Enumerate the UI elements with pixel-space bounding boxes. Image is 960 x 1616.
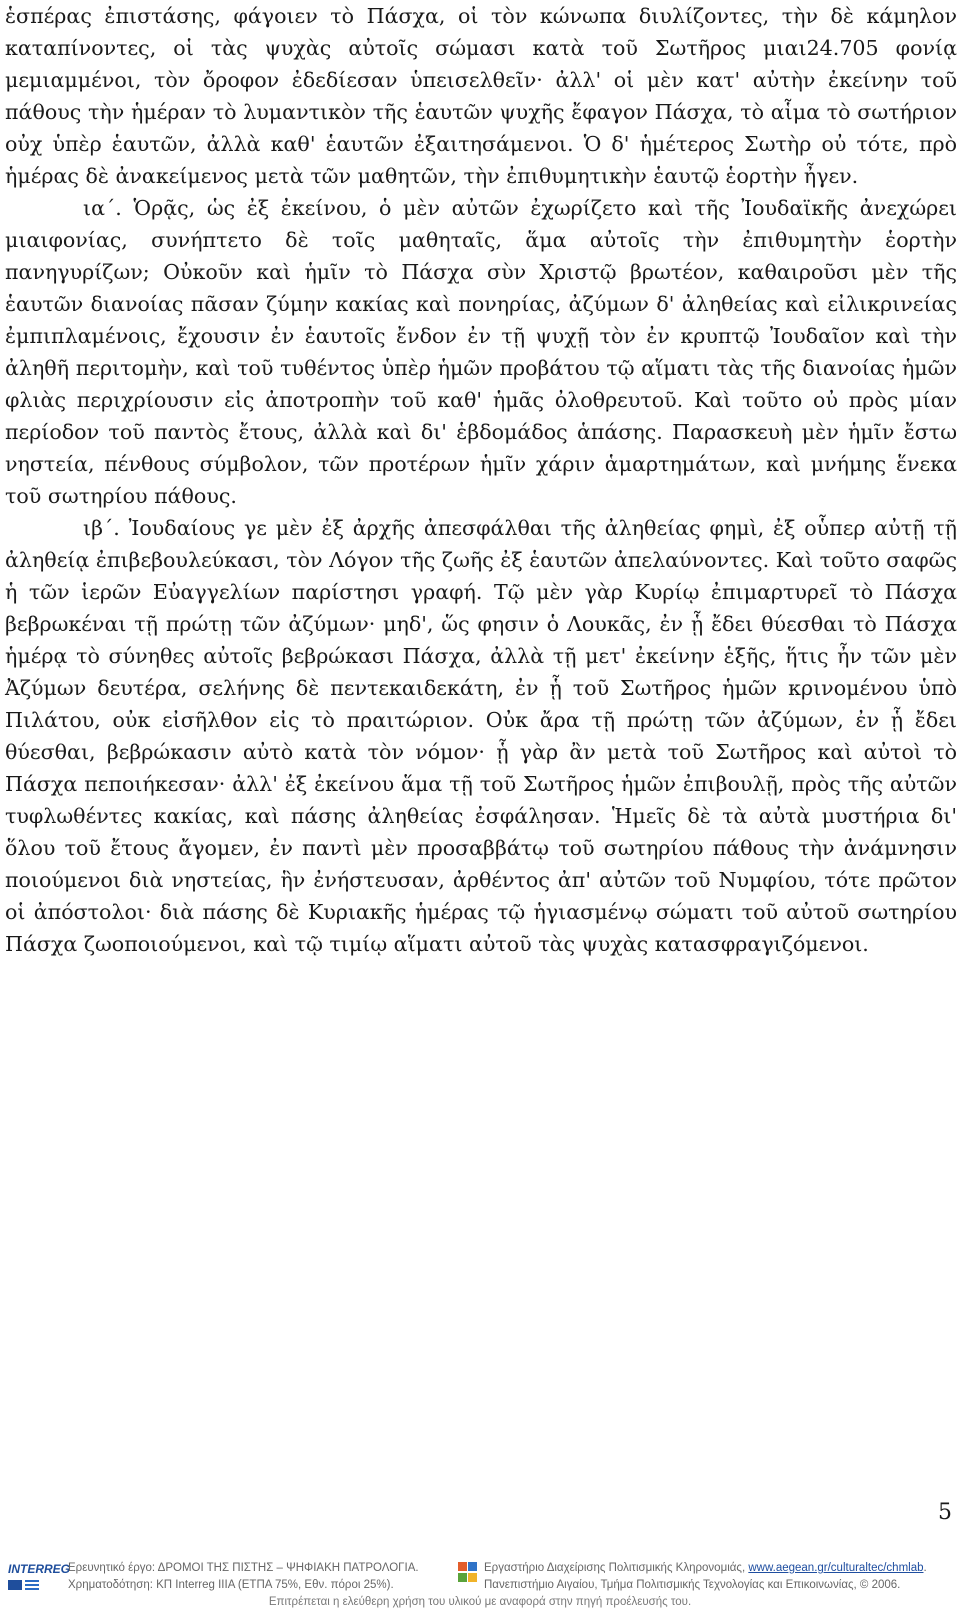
footer-funding: Χρηματοδότηση: ΚΠ Interreg IIIA (ΕΤΠΑ 75%, Εθν. πόροι 25%). — [68, 1579, 394, 1591]
footer-lab-line — [484, 1560, 960, 1577]
document-body — [5, 0, 957, 960]
interreg-logo-icon — [8, 1562, 71, 1594]
footer-university: Πανεπιστήμιο Αιγαίου, Τμήμα Πολιτισμικής Τεχνολογίας και Επικοινωνίας, © 2006. — [484, 1579, 901, 1591]
footer-project-title: Ερευνητικό έργο: ΔΡΟΜΟΙ ΤΗΣ ΠΙΣΤΗΣ – ΨΗΦΙΑΚΗ ΠΑΤΡΟΛΟΓΙΑ. — [68, 1562, 419, 1574]
page-footer — [0, 1556, 960, 1616]
eu-flag-icon — [8, 1580, 22, 1590]
paragraph-12: ιβ΄. Ἰουδαίους γε μὲν ἐξ ἀρχῆς ἀπεσφάλθαι τῆς ἀληθείας φημὶ, ἐξ οὗπερ αὐτῇ τῇ ἀληθείᾳ ἐπιβεβουλεύκασι, τὸν Λόγον τῆς ζωῆς ἐξ ἑαυτῶν ἀπελαύνοντες. Καὶ τοῦτο σαφῶς ἡ τῶν ἱερῶν Εὐαγγελίων παρίστησι γραφή. Τῷ μὲν γὰρ Κυρίῳ ἐπιμαρτυρεῖ τὸ Πάσχα βεβρωκέναι τῇ πρώτῃ τῶν ἀζύμων· μηδ', ὥς φησιν ὁ Λουκᾶς, ἐν ᾗ ἔδει θύεσθαι τὸ Πάσχα ἡμέρᾳ τὸ σύνηθες αὐτοῖς βεβρώκασι Πάσχα, ἀλλὰ τῇ μετ' ἐκείνην ἑξῆς, ἥτις ἦν τῶν μὲν Ἀζύμων δευτέρα, σελήνης δὲ πεντεκαιδεκάτη, ἐν ᾗ τοῦ Σωτῆρος ἡμῶν κρινομένου ὑπὸ Πιλάτου, οὐκ εἰσῆλθον εἰς τὸ πραιτώριον. Οὐκ ἄρα τῇ πρώτῃ τῶν ἀζύμων, ἐν ᾗ ἔδει θύεσθαι, βεβρώκασιν αὐτὸ κατὰ τὸν νόμον· ᾗ γὰρ ἂν μετὰ τοῦ Σωτῆρος καὶ αὐτοὶ τὸ Πάσχα πεποιήκεσαν· ἀλλ' ἐξ ἐκείνου ἅμα τῇ τοῦ Σωτῆρος ἡμῶν ἐπιβουλῇ, πρὸς τῆς αὐτῶν τυφλωθέντες κακίας, καὶ πάσης ἀληθείας ἐσφάλησαν. Ἡμεῖς δὲ τὰ αὐτὰ μυστήρια δι' ὅλου τοῦ ἔτους ἄγομεν, ἐν παντὶ μὲν προσαββάτῳ τοῦ σωτηρίου πάθους τὴν ἀνάμνησιν ποιούμενοι διὰ νηστείας, ἣν ἐνήστευσαν, ἀρθέντος ἀπ' αὐτῶν τοῦ Νυμφίου, τότε πρῶτον οἱ ἀπόστολοι· διὰ πάσης δὲ Κυριακῆς ἡμέρας τῷ ἡγιασμένῳ σώματι τοῦ αὐτοῦ σωτηρίου Πάσχα ζωοποιούμενοι, καὶ τῷ τιμίῳ αἵματι αὐτοῦ τὰς ψυχὰς κατασφραγιζόμενοι. — [5, 516, 957, 956]
greek-flag-icon — [25, 1580, 39, 1590]
interreg-logo-text: INTERREG — [8, 1562, 71, 1576]
footer-lab-suffix: . — [923, 1562, 927, 1574]
paragraph-11: ια΄. Ὁρᾷς, ὡς ἐξ ἐκείνου, ὁ μὲν αὐτῶν ἐχωρίζετο καὶ τῆς Ἰουδαϊκῆς ἀνεχώρει μιαιφονίας, συνήπτετο δὲ τοῖς μαθηταῖς, ἅμα αὐτοῖς τὴν ἐπιθυμητὴν ἑορτὴν πανηγυρίζων; Οὐκοῦν καὶ ἡμῖν τὸ Πάσχα σὺν Χριστῷ βρωτέον, καθαιροῦσι μὲν τῆς ἑαυτῶν διανοίας πᾶσαν ζύμην κακίας καὶ πονηρίας, ἀζύμων δ' ἀληθείας καὶ εἰλικρινείας ἐμπιπλαμένοις, ἔχουσιν ἐν ἑαυτοῖς ἔνδον ἐν τῇ ψυχῇ τὸν ἐν κρυπτῷ Ἰουδαῖον καὶ τὴν ἀληθῆ περιτομὴν, καὶ τοῦ τυθέντος ὑπὲρ ἡμῶν προβάτου τῷ αἵματι τὰς τῆς διανοίας ἡμῶν φλιὰς περιχρίουσιν εἰς ἀποτροπὴν τοῦ καθ' ἡμᾶς ὀλοθρευτοῦ. Καὶ τοῦτο οὐ πρὸς μίαν περίοδον τοῦ παντὸς ἔτους, ἀλλὰ καὶ δι' ἑβδομάδος ἁπάσης. Παρασκευὴ μὲν ἡμῖν ἔστω νηστεία, πένθους σύμβολον, τῶν προτέρων ἡμῖν χάριν ἁμαρτημάτων, καὶ μνήμης ἕνεκα τοῦ σωτηρίου πάθους. — [5, 196, 957, 508]
footer-license: Επιτρέπεται η ελεύθερη χρήση του υλικού με αναφορά στην πηγή προέλευσής του. — [268, 1596, 692, 1608]
page-number: 5 — [938, 1500, 952, 1525]
lab-logo-icon — [458, 1560, 478, 1592]
footer-lab-name: Εργαστήριο Διαχείρισης Πολιτισμικής Κληρονομιάς, — [484, 1562, 749, 1574]
paragraph-continuation: ἑσπέρας ἐπιστάσης, φάγοιεν τὸ Πάσχα, οἱ τὸν κώνωπα διυλίζοντες, τὴν δὲ κάμηλον καταπίνοντες, οἱ τὰς ψυχὰς αὐτοῖς σώμασι κατὰ τοῦ Σωτῆρος μιαι24.705 φονίᾳ μεμιαμμένοι, τὸν ὄροφον ἐδεδίεσαν ὑπεισελθεῖν· ἀλλ' οἱ μὲν κατ' αὐτὴν ἐκείνην τοῦ πάθους τὴν ἡμέραν τὸ λυμαντικὸν τῆς ἑαυτῶν ψυχῆς ἔφαγον Πάσχα, τὸ αἷμα τὸ σωτήριον οὐχ ὑπὲρ ἑαυτῶν, ἀλλὰ καθ' ἑαυτῶν ἐξαιτησάμενοι. Ὁ δ' ἡμέτερος Σωτὴρ οὐ τότε, πρὸ ἡμέρας δὲ ἀνακείμενος μετὰ τῶν μαθητῶν, τὴν ἐπιθυμητικὴν ἑαυτῷ ἑορτὴν ἦγεν. — [5, 4, 957, 188]
lab-website-link[interactable]: www.aegean.gr/culturaltec/chmlab — [748, 1562, 924, 1574]
